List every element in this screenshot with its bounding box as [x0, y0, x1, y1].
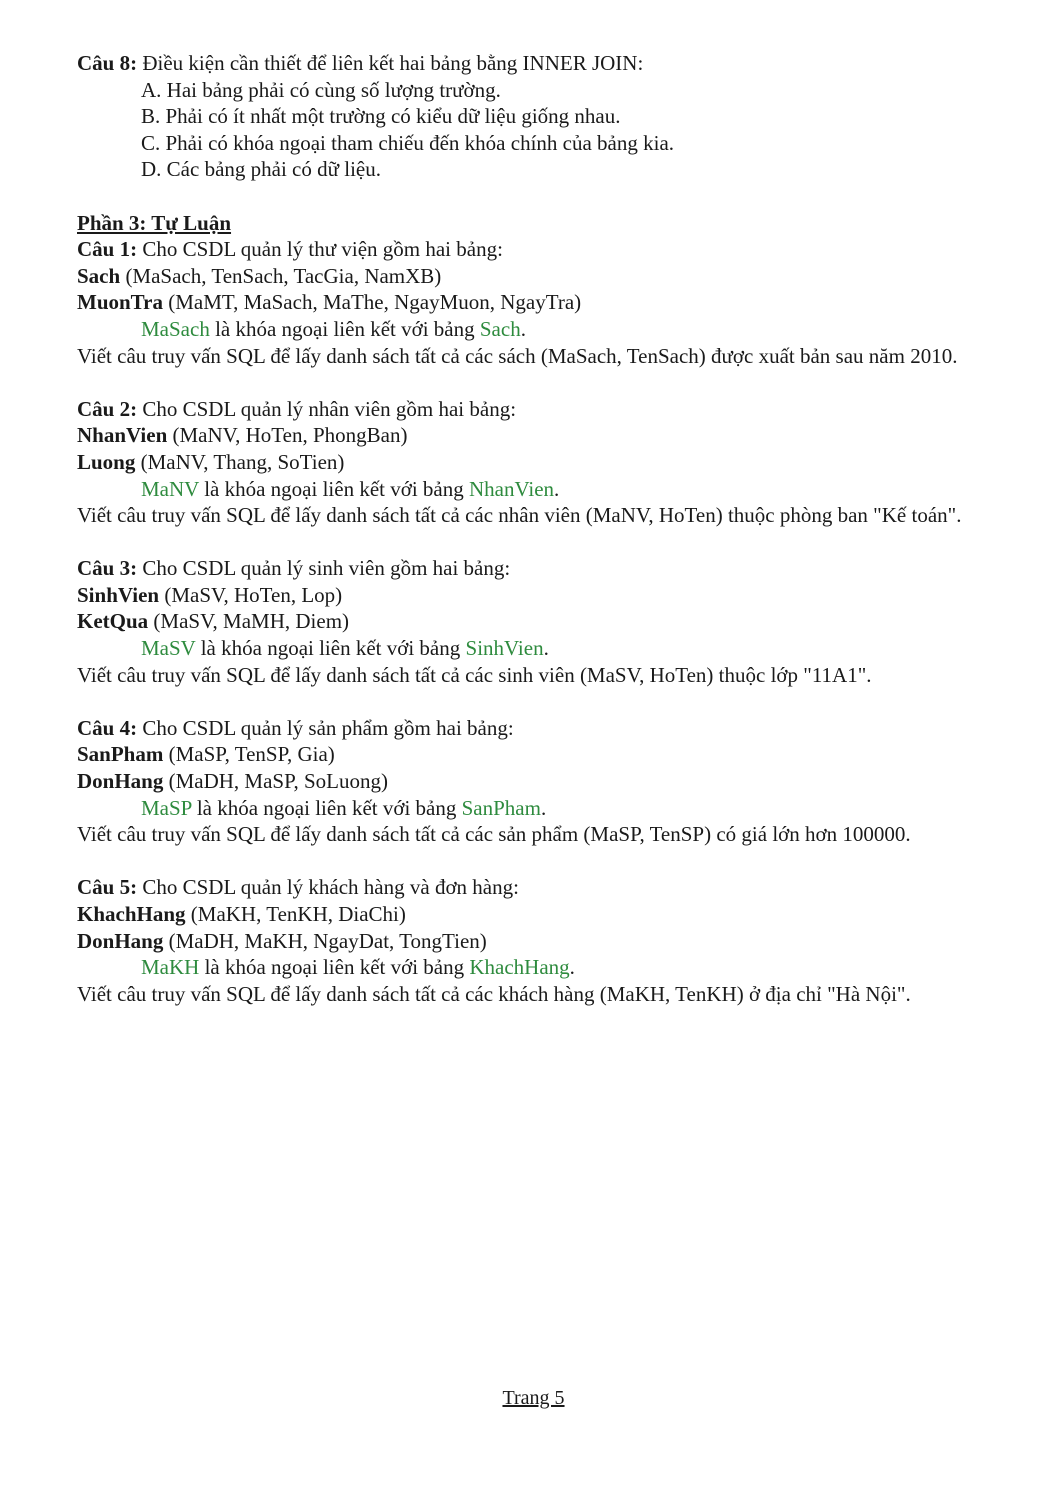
fk-end: .: [543, 636, 549, 661]
table-fields: (MaNV, Thang, SoTien): [135, 449, 345, 474]
table-fields: (MaDH, MaKH, NgayDat, TongTien): [163, 928, 487, 953]
spacer: [77, 529, 977, 556]
essay-question-5: [77, 874, 977, 1007]
fk-end: .: [554, 476, 560, 501]
foreign-key-note: [77, 795, 977, 822]
table-fields: (MaDH, MaSP, SoLuong): [163, 769, 388, 794]
fk-key: MaSach: [141, 316, 210, 341]
page-footer: [0, 1385, 1061, 1411]
table-fields: (MaSV, MaMH, Diem): [148, 609, 350, 634]
table-name: MuonTra: [77, 290, 163, 315]
foreign-key-note: [77, 635, 977, 662]
table-name: Luong: [77, 449, 136, 474]
spacer: [77, 688, 977, 715]
table-fields: (MaSV, HoTen, Lop): [159, 582, 343, 607]
table-name: DonHang: [77, 769, 164, 794]
table-name: DonHang: [77, 928, 164, 953]
task-text: Viết câu truy vấn SQL để lấy danh sách tất cả các sách (MaSach, TenSach) được xuất bản sau năm 2010.: [77, 343, 958, 368]
spacer: [77, 848, 977, 875]
question-intro: Cho CSDL quản lý nhân viên gồm hai bảng:: [137, 396, 517, 421]
spacer: [77, 183, 977, 210]
option-d: D. Các bảng phải có dữ liệu.: [141, 157, 381, 182]
fk-end: .: [540, 795, 547, 820]
fk-end: .: [520, 316, 526, 341]
table-name: SinhVien: [77, 582, 160, 607]
essay-question-4: [77, 715, 977, 848]
fk-key: MaSV: [141, 636, 196, 661]
question-intro: Cho CSDL quản lý sinh viên gồm hai bảng:: [137, 556, 511, 581]
table-name: KetQua: [77, 609, 149, 634]
page-number: Trang 5: [502, 1387, 565, 1409]
fk-table: Sach: [479, 316, 521, 341]
question-label: Câu 8:: [77, 51, 138, 75]
fk-text: là khóa ngoại liên kết với bảng: [191, 795, 462, 820]
table-fields: (MaNV, HoTen, PhongBan): [167, 423, 408, 448]
table-name: KhachHang: [77, 902, 186, 926]
question-8: [77, 50, 977, 183]
fk-table: SinhVien: [465, 636, 544, 661]
table-name: NhanVien: [77, 423, 168, 448]
section-heading: Phần 3: Tự Luận: [77, 210, 232, 235]
fk-table: KhachHang: [469, 955, 570, 980]
question-label: Câu 2:: [77, 396, 138, 421]
question-intro: Cho CSDL quản lý sản phẩm gồm hai bảng:: [137, 715, 514, 740]
foreign-key-note: [77, 954, 977, 981]
table-fields: (MaSach, TenSach, TacGia, NamXB): [120, 263, 442, 288]
task-text: Viết câu truy vấn SQL để lấy danh sách tất cả các nhân viên (MaNV, HoTen) thuộc phòng ban "Kế toán".: [77, 503, 962, 528]
essay-question-1: [77, 236, 977, 369]
fk-text: là khóa ngoại liên kết với bảng: [195, 636, 466, 661]
task-text: Viết câu truy vấn SQL để lấy danh sách tất cả các sinh viên (MaSV, HoTen) thuộc lớp "11A1".: [77, 662, 872, 687]
document-page: [77, 50, 977, 1007]
foreign-key-note: [77, 316, 977, 343]
fk-text: là khóa ngoại liên kết với bảng: [199, 955, 470, 980]
question-text: Điều kiện cần thiết để liên kết hai bảng bằng INNER JOIN:: [137, 51, 644, 75]
table-name: Sach: [77, 263, 121, 288]
option-a: A. Hai bảng phải có cùng số lượng trường.: [141, 77, 501, 102]
foreign-key-note: [77, 476, 977, 503]
task-text: Viết câu truy vấn SQL để lấy danh sách tất cả các khách hàng (MaKH, TenKH) ở địa chỉ "Hà Nội".: [77, 981, 911, 1006]
table-fields: (MaSP, TenSP, Gia): [163, 742, 335, 767]
question-label: Câu 3:: [77, 556, 138, 581]
table-fields: (MaMT, MaSach, MaThe, NgayMuon, NgayTra): [162, 290, 582, 315]
question-label: Câu 5:: [77, 875, 138, 900]
fk-end: .: [569, 955, 575, 980]
question-label: Câu 1:: [77, 237, 138, 262]
essay-question-2: [77, 396, 977, 529]
option-b: B. Phải có ít nhất một trường có kiểu dữ liệu giống nhau.: [141, 104, 621, 129]
question-label: Câu 4:: [77, 715, 138, 740]
spacer: [77, 369, 977, 396]
fk-table: NhanVien: [469, 476, 555, 501]
fk-text: là khóa ngoại liên kết với bảng: [198, 476, 469, 501]
fk-table: SanPham: [461, 795, 541, 820]
table-fields: (MaKH, TenKH, DiaChi): [185, 902, 406, 926]
question-intro: Cho CSDL quản lý thư viện gồm hai bảng:: [137, 237, 503, 262]
fk-key: MaKH: [141, 955, 200, 980]
task-text: Viết câu truy vấn SQL để lấy danh sách tất cả các sản phẩm (MaSP, TenSP) có giá lớn hơn 100000.: [77, 822, 911, 847]
table-name: SanPham: [77, 742, 164, 767]
fk-key: MaNV: [141, 476, 199, 501]
question-intro: Cho CSDL quản lý khách hàng và đơn hàng:: [137, 875, 519, 900]
fk-key: MaSP: [141, 795, 192, 820]
fk-text: là khóa ngoại liên kết với bảng: [209, 316, 480, 341]
option-c: C. Phải có khóa ngoại tham chiếu đến khóa chính của bảng kia.: [141, 130, 675, 155]
essay-question-3: [77, 555, 977, 688]
